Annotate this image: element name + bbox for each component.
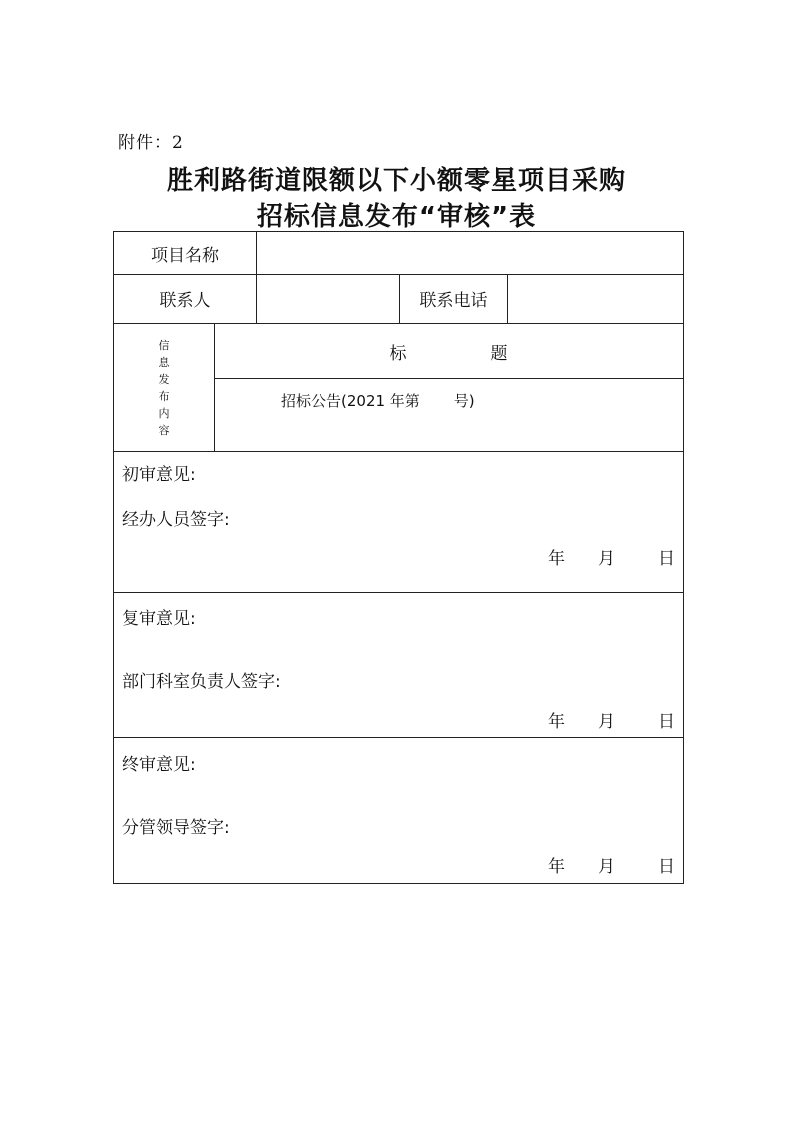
phone-field[interactable] — [508, 274, 684, 323]
heading-char: 题 — [490, 343, 508, 364]
attachment-label: 附件：2 — [118, 133, 184, 153]
second-review-date — [548, 707, 675, 732]
info-content-char: 信 — [158, 338, 170, 352]
initial-review-opinion-label: 初审意见: — [122, 465, 196, 485]
project-name-label: 项目名称 — [151, 245, 219, 266]
form-title-line2: 招标信息发布“审核”表 — [256, 202, 537, 232]
tender-notice-text[interactable] — [281, 390, 475, 411]
month-label: 月 — [598, 857, 615, 877]
info-content-char: 布 — [158, 389, 170, 403]
row-divider — [114, 451, 683, 452]
phone-label: 联系电话 — [419, 291, 488, 311]
notice-suffix: 号) — [453, 392, 475, 410]
month-label: 月 — [598, 549, 615, 569]
notice-prefix: 招标公告(2021 年第 — [281, 392, 420, 410]
initial-review-sign-label: 经办人员签字: — [122, 510, 230, 530]
info-content-char: 息 — [158, 355, 170, 369]
final-review-sign-label: 分管领导签字: — [122, 818, 230, 838]
info-content-char: 内 — [158, 406, 170, 420]
info-content-char: 容 — [158, 423, 170, 437]
form-title-line1: 胜利路街道限额以下小额零星项目采购 — [166, 166, 626, 196]
initial-review-date — [548, 544, 675, 569]
contact-field[interactable] — [257, 274, 399, 323]
day-label: 日 — [658, 712, 675, 732]
info-content-char: 发 — [158, 372, 170, 386]
heading-title-cell — [214, 324, 683, 378]
second-review-opinion-label: 复审意见: — [122, 609, 196, 629]
info-content-label — [114, 324, 214, 451]
year-label: 年 — [548, 857, 565, 877]
contact-label: 联系人 — [159, 291, 211, 311]
row-divider — [114, 737, 683, 738]
month-label: 月 — [598, 712, 615, 732]
year-label: 年 — [548, 549, 565, 569]
row-divider — [214, 378, 683, 379]
year-label: 年 — [548, 712, 565, 732]
heading-char: 标 — [389, 343, 407, 364]
review-form-table — [113, 231, 684, 884]
day-label: 日 — [658, 549, 675, 569]
final-review-opinion-label: 终审意见: — [122, 755, 196, 775]
second-review-sign-label: 部门科室负责人签字: — [122, 672, 281, 692]
day-label: 日 — [658, 857, 675, 877]
final-review-date — [548, 852, 675, 877]
row-divider — [114, 592, 683, 593]
project-name-field[interactable] — [257, 232, 684, 274]
